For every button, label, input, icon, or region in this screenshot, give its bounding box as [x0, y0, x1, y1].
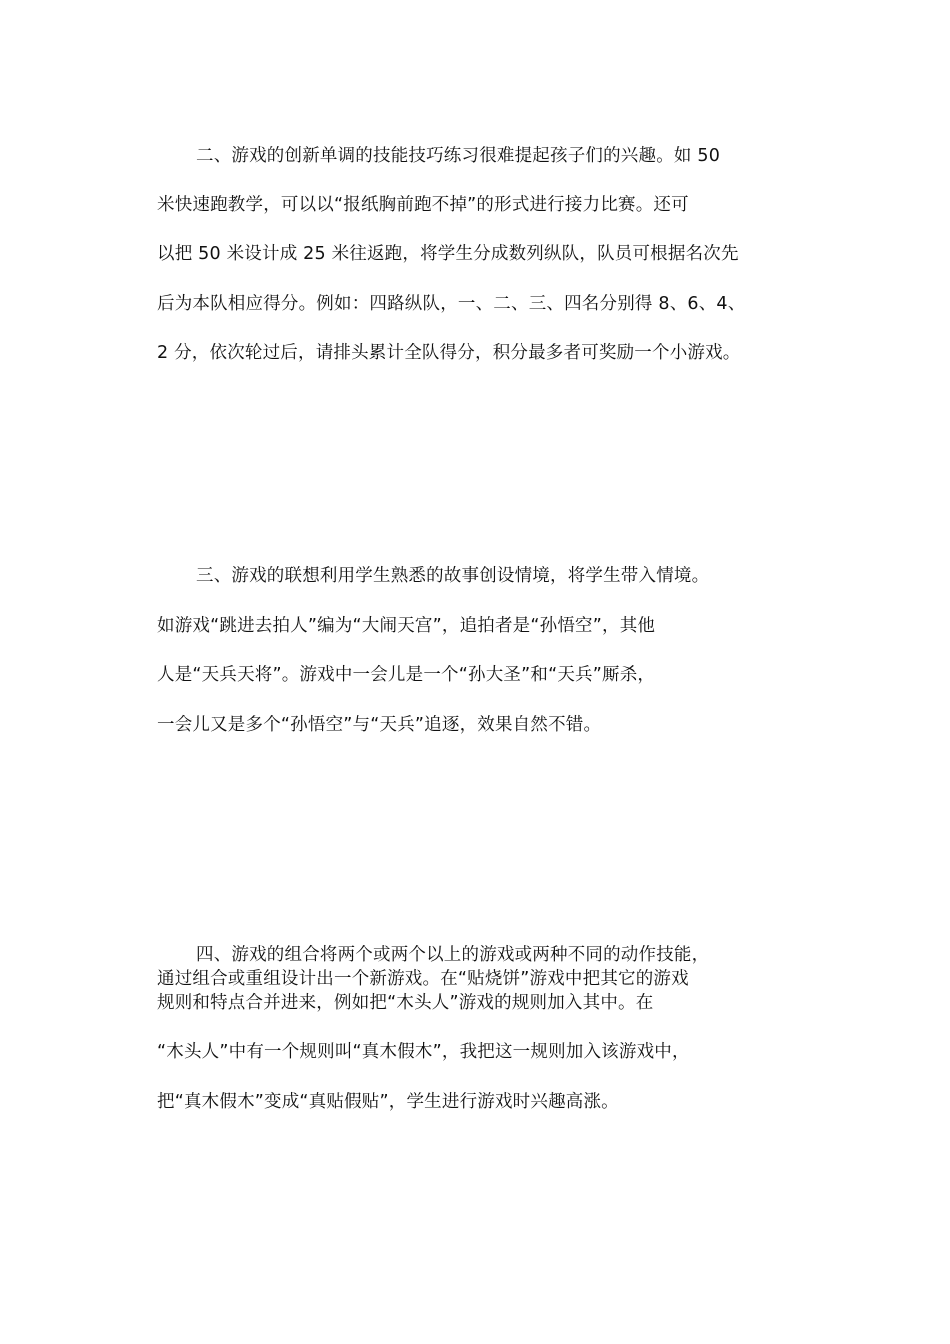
section-3-line-2: 如游戏“跳进去拍人”编为“大闹天宫”，追拍者是“孙悟空”，其他: [157, 616, 656, 636]
section-2-line-2: 米快速跑教学，可以以“报纸胸前跑不掉”的形式进行接力比赛。还可: [157, 195, 689, 215]
section-3-line-4: 一会儿又是多个“孙悟空”与“天兵”追逐，效果自然不错。: [157, 715, 602, 735]
section-4-line-3: 规则和特点合并进来，例如把“木头人”游戏的规则加入其中。在: [157, 993, 654, 1013]
section-2-line-1: 二、游戏的创新单调的技能技巧练习很难提起孩子们的兴趣。如 50: [196, 146, 721, 166]
section-3-line-1: 三、游戏的联想利用学生熟悉的故事创设情境，将学生带入情境。: [196, 566, 710, 586]
section-2-line-3: 以把 50 米设计成 25 米往返跑，将学生分成数列纵队，队员可根据名次先: [157, 244, 739, 264]
section-2-line-4: 后为本队相应得分。例如：四路纵队，一、二、三、四名分别得 8、6、4、: [157, 294, 746, 314]
section-4-line-2: 通过组合或重组设计出一个新游戏。在“贴烧饼”游戏中把其它的游戏: [157, 969, 689, 989]
section-4-line-5: 把“真木假木”变成“真贴假贴”，学生进行游戏时兴趣高涨。: [157, 1092, 619, 1112]
section-2-line-5: 2 分，依次轮过后，请排头累计全队得分，积分最多者可奖励一个小游戏。: [157, 343, 741, 363]
section-4-line-1: 四、游戏的组合将两个或两个以上的游戏或两种不同的动作技能，: [196, 945, 710, 965]
section-3-line-3: 人是“天兵天将”。游戏中一会儿是一个“孙大圣”和“天兵”厮杀，: [157, 665, 656, 685]
section-4-line-4: “木头人”中有一个规则叫“真木假木”，我把这一规则加入该游戏中，: [157, 1042, 690, 1062]
